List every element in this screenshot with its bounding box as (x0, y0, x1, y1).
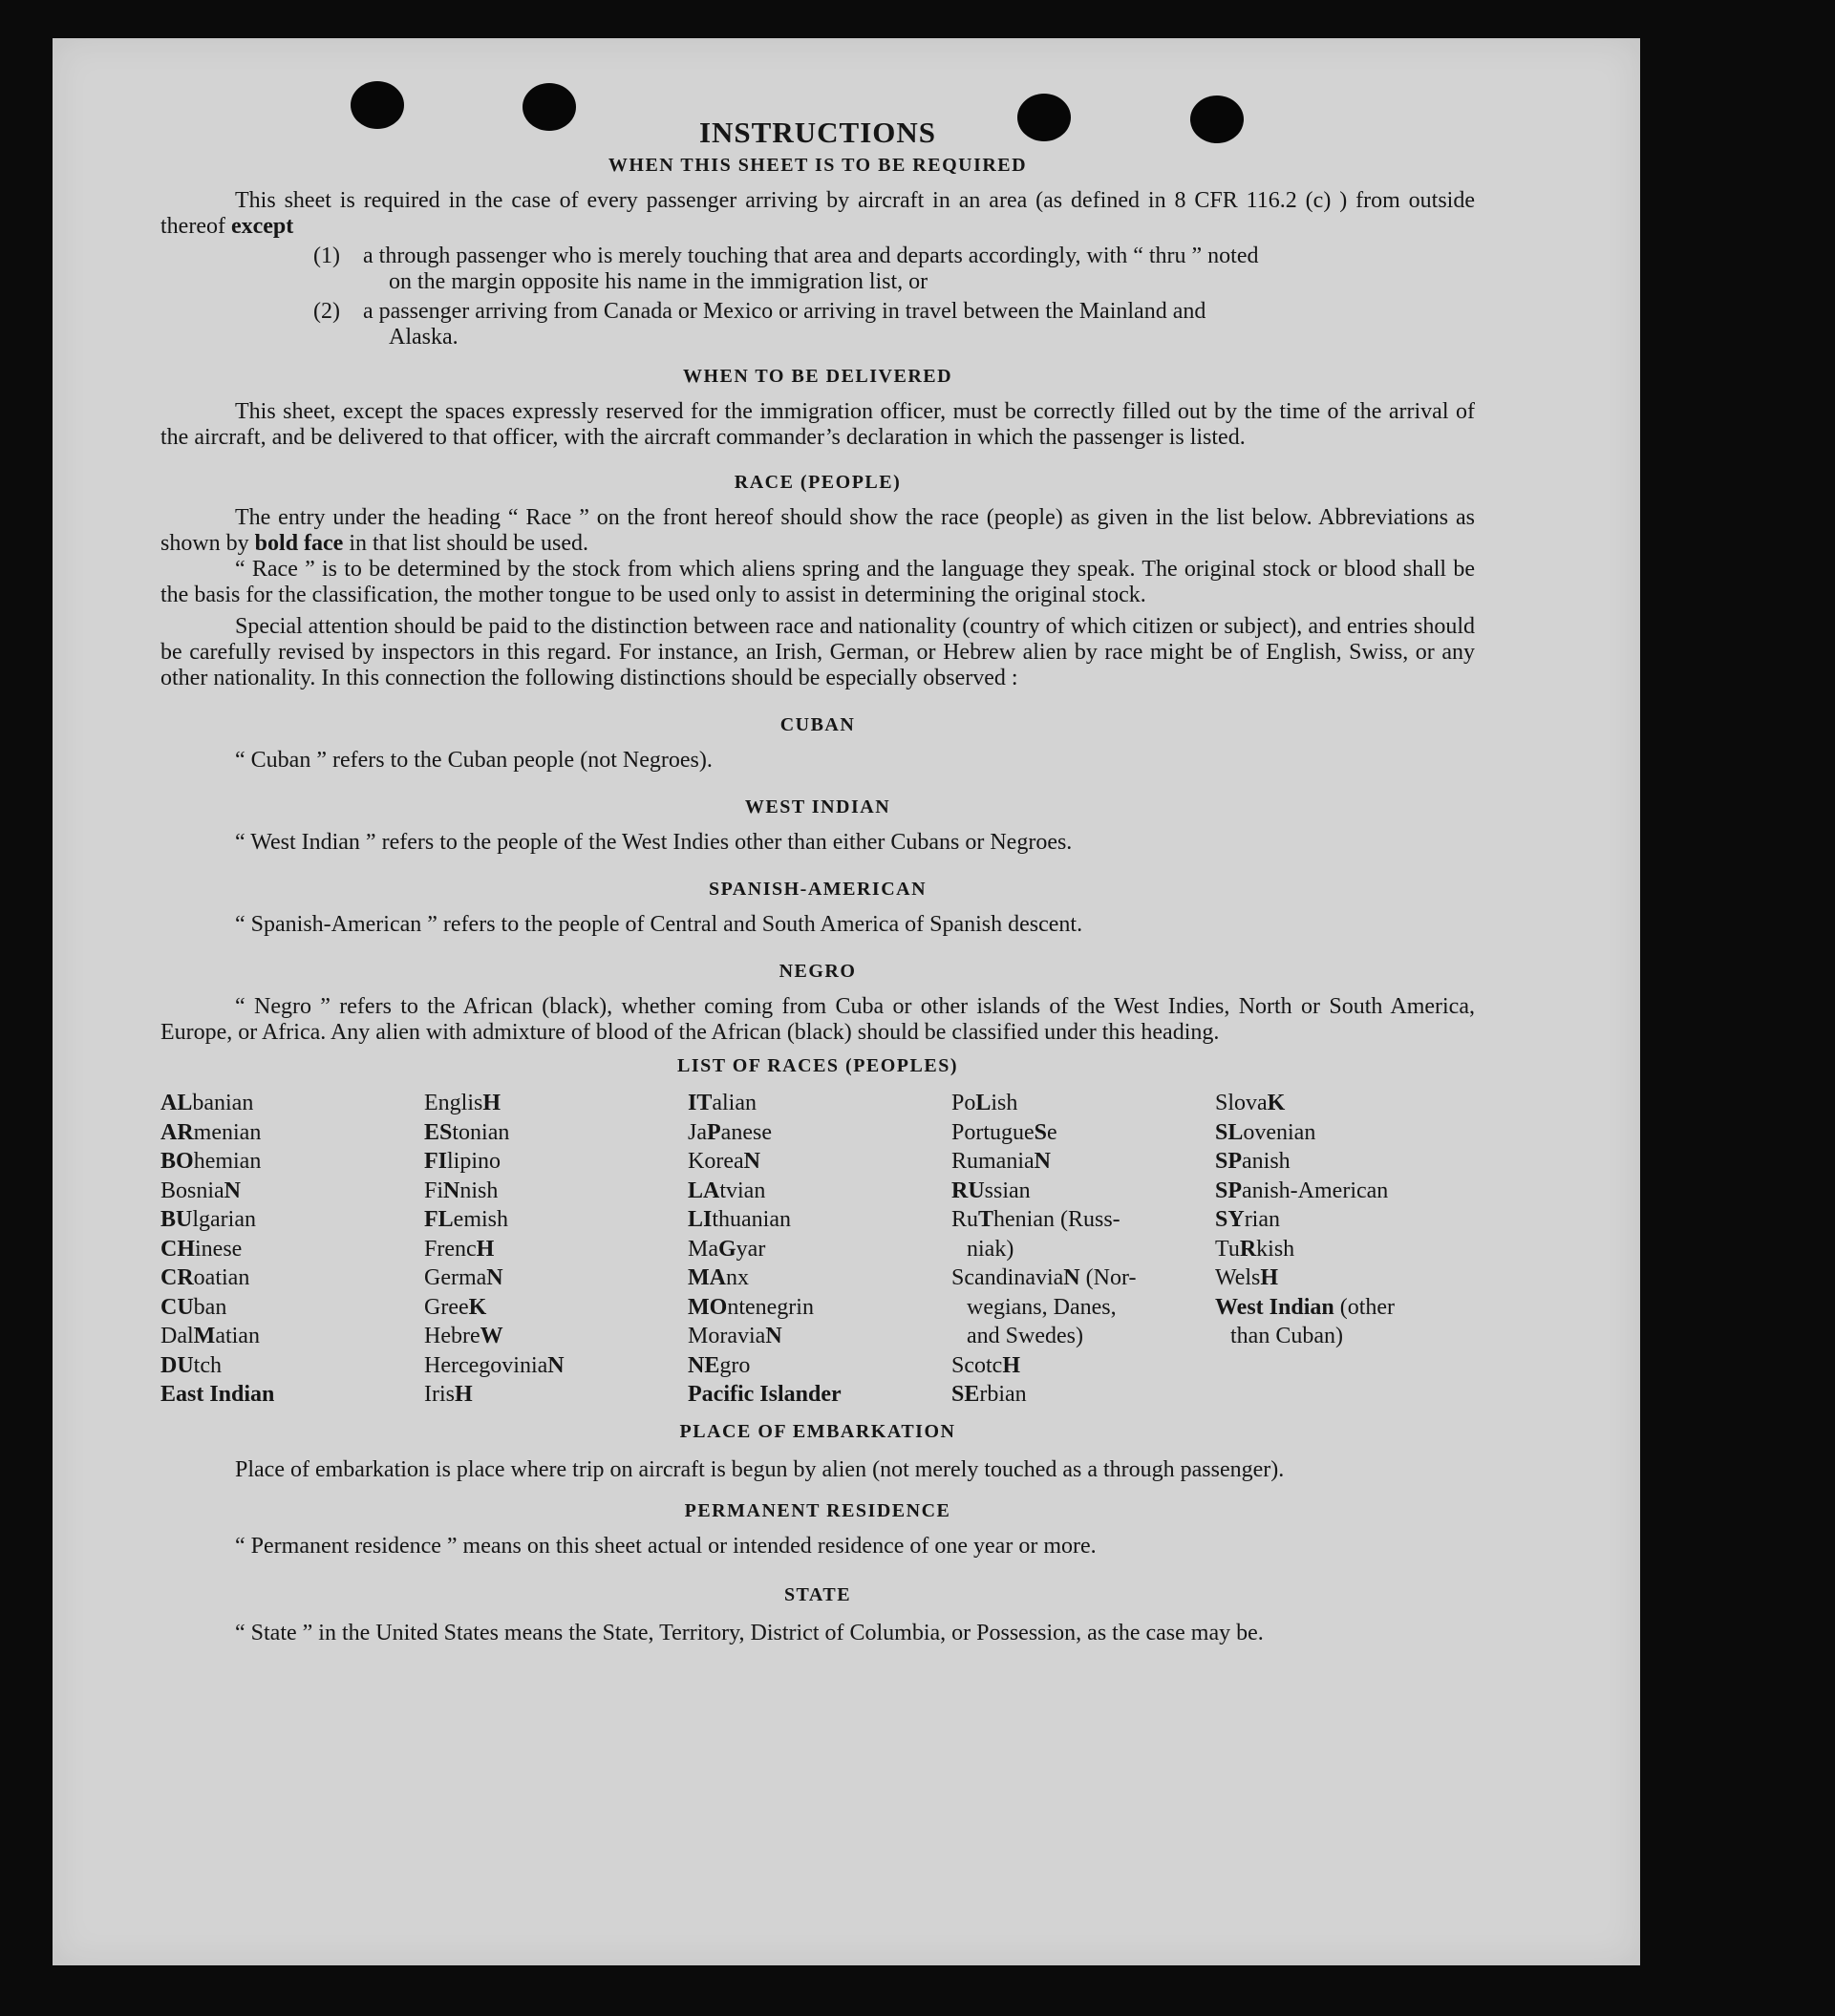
race-entry: JaPanese (688, 1119, 772, 1145)
race-entry: RumaniaN (951, 1149, 1051, 1174)
races-column (1215, 1089, 1479, 1410)
section-heading-state: STATE (783, 1583, 852, 1605)
enum-item-1 (313, 244, 1475, 295)
section-heading-race: RACE (PEOPLE) (734, 472, 902, 493)
paragraph-residence: “ Permanent residence ” means on this sheet actual or intended residence of one year or more. (235, 1533, 1097, 1559)
race-entry: PortugueSe (951, 1119, 1057, 1145)
race-entry: PoLish (951, 1091, 1018, 1115)
race-entry: MaGyar (688, 1236, 766, 1262)
paragraph-cuban: “ Cuban ” refers to the Cuban people (not Negroes). (235, 748, 713, 773)
enum-line-cont: Alaska. (389, 325, 459, 350)
race-entry: SErbian (951, 1382, 1027, 1407)
paragraph-text: This sheet is required in the case of every passenger arriving by aircraft in an area (as defined in 8 CFR 116.2 (c) ) from outside thereof (160, 188, 1475, 239)
race-entry: BOhemian (160, 1149, 262, 1174)
enum-line-cont: on the margin opposite his name in the immigration list, or (389, 269, 928, 294)
emphasis-except: except (230, 214, 294, 239)
race-entry: than Cuban) (1230, 1324, 1343, 1348)
race-entry: ScandinaviaN (Nor- (951, 1265, 1137, 1290)
race-entry: WelsH (1215, 1265, 1279, 1290)
race-entry: East Indian (160, 1382, 275, 1407)
paragraph-text: in that list should be used. (349, 531, 588, 556)
race-entry: CUban (160, 1294, 227, 1320)
enum-text (363, 299, 1475, 350)
race-entry: FrencH (424, 1236, 495, 1262)
section-heading-cuban: CUBAN (779, 714, 856, 735)
race-entry: MAnx (688, 1265, 749, 1290)
section-heading-residence: PERMANENT RESIDENCE (684, 1499, 951, 1521)
paragraph-state: “ State ” in the United States means the State, Territory, District of Columbia, or Possession, as the case may be. (235, 1620, 1264, 1645)
instructions-content (160, 116, 1475, 1648)
paragraph-spanish-american: “ Spanish-American ” refers to the people of Central and South America of Spanish descent. (235, 912, 1083, 937)
race-entry: FIlipino (424, 1149, 501, 1174)
race-entry: BUlgarian (160, 1207, 256, 1232)
race-entry: LIthuanian (688, 1207, 791, 1232)
race-entry: HebreW (424, 1324, 503, 1348)
race-entry: RUssian (951, 1178, 1031, 1203)
race-entry: NEgro (688, 1352, 751, 1378)
race-entry: DalMatian (160, 1324, 260, 1348)
section-heading-delivered: WHEN TO BE DELIVERED (682, 366, 953, 387)
enum-text (363, 244, 1475, 295)
race-entry: KoreaN (688, 1149, 760, 1174)
enum-line: a through passenger who is merely touching that area and departs accordingly, with “ thru ” noted (363, 244, 1259, 268)
race-entry: GreeK (424, 1294, 487, 1320)
race-entry: CHinese (160, 1236, 243, 1262)
races-column (424, 1089, 688, 1410)
race-entry: FiNnish (424, 1178, 499, 1203)
race-entry: EnglisH (424, 1091, 501, 1115)
race-entry: SPanish (1215, 1149, 1291, 1174)
section-heading-negro: NEGRO (779, 961, 857, 982)
race-entry: BosniaN (160, 1178, 242, 1203)
races-column (160, 1089, 424, 1410)
race-entry: wegians, Danes, (967, 1294, 1117, 1320)
paragraph-race-1 (160, 505, 1475, 557)
races-list (160, 1089, 1475, 1410)
enum-number: (1) (313, 244, 340, 268)
enum-line: a passenger arriving from Canada or Mexico or arriving in travel between the Mainland and (363, 299, 1206, 324)
paragraph-text: The entry under the heading “ Race ” on the front hereof should show the race (people) as given in the list below. Abbreviations as shown by (160, 505, 1475, 556)
race-entry: SlovaK (1215, 1091, 1286, 1115)
enum-number: (2) (313, 299, 340, 324)
race-entry: DUtch (160, 1352, 222, 1378)
race-entry: MOntenegrin (688, 1294, 814, 1320)
race-entry: HercegoviniaN (424, 1352, 565, 1378)
race-entry: SLovenian (1215, 1119, 1316, 1145)
race-entry: and Swedes) (967, 1324, 1083, 1348)
paragraph-race-3: Special attention should be paid to the distinction between race and nationality (country of which citizen or subject), and entries should be carefully revised by inspectors in this regard. For instance, an Irish, German, or Hebrew alien by race might be of English, Swiss, or any other nationality. In this connection the following distinctions should be especially observed : (160, 614, 1475, 690)
enum-item-2 (313, 299, 1475, 350)
races-column (951, 1089, 1215, 1410)
paragraph-west-indian: “ West Indian ” refers to the people of the West Indies other than either Cubans or Negroes. (235, 830, 1073, 855)
races-column (688, 1089, 951, 1410)
race-entry: GermaN (424, 1265, 503, 1290)
race-entry: LAtvian (688, 1178, 766, 1203)
page-title: INSTRUCTIONS (698, 116, 936, 149)
race-entry: SYrian (1215, 1207, 1280, 1232)
race-entry: CRoatian (160, 1265, 250, 1290)
race-entry: Pacific Islander (688, 1382, 842, 1407)
race-entry: niak) (967, 1236, 1014, 1262)
race-entry: ScotcH (951, 1352, 1020, 1378)
section-heading-required: WHEN THIS SHEET IS TO BE REQUIRED (608, 155, 1028, 176)
race-entry: West Indian (other (1215, 1294, 1396, 1320)
paragraph-race-2: “ Race ” is to be determined by the stock from which aliens spring and the language they speak. The original stock or blood shall be the basis for the classification, the mother tongue to be used only to assist in determining the original stock. (160, 557, 1475, 607)
race-entry: ALbanian (160, 1091, 254, 1115)
race-entry: FLemish (424, 1207, 508, 1232)
race-entry: ARmenian (160, 1119, 262, 1145)
paragraph-negro: “ Negro ” refers to the African (black), whether coming from Cuba or other islands of the West Indies, North or South America, Europe, or Africa. Any alien with admixture of blood of the African (black) should be classified under this heading. (160, 994, 1475, 1045)
section-heading-list-of-races: LIST OF RACES (PEOPLES) (676, 1055, 958, 1076)
race-entry: EStonian (424, 1119, 510, 1145)
paragraph-embarkation: Place of embarkation is place where trip on aircraft is begun by alien (not merely touched as a through passenger). (235, 1456, 1285, 1482)
race-entry: MoraviaN (688, 1324, 782, 1348)
section-heading-spanish-american: SPANISH-AMERICAN (708, 879, 928, 900)
emphasis-bold-face: bold face (254, 531, 344, 556)
section-heading-west-indian: WEST INDIAN (744, 796, 891, 817)
section-heading-embarkation: PLACE OF EMBARKATION (679, 1420, 956, 1442)
race-entry: IrisH (424, 1382, 473, 1407)
race-entry: ITalian (688, 1091, 757, 1115)
paragraph-required-intro (160, 188, 1475, 240)
race-entry: RuThenian (Russ- (951, 1207, 1120, 1232)
race-entry: TuRkish (1215, 1236, 1295, 1262)
paragraph-delivered: This sheet, except the spaces expressly reserved for the immigration officer, must be correctly filled out by the time of the arrival of the aircraft, and be delivered to that officer, with the aircraft commander’s declaration in which the passenger is listed. (160, 399, 1475, 450)
race-entry: SPanish-American (1215, 1178, 1389, 1203)
